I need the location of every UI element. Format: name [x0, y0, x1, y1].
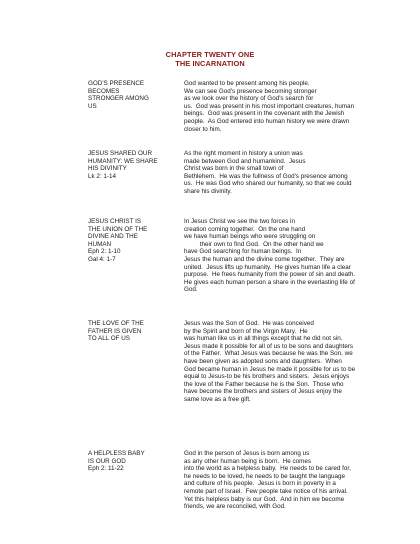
body-line: God.: [184, 286, 198, 294]
section-body: [184, 450, 420, 511]
body-line: into the world as a helpless baby. He needs to be cared for,: [184, 465, 351, 473]
body-line: have become the brothers and sisters of Jesus enjoy the: [184, 388, 342, 396]
heading-line: TO ALL OF US: [88, 335, 130, 343]
body-line: Jesus made it possible for all of us to be sons and daughters: [184, 342, 354, 350]
body-line: beings. God was present in the covenant with the Jewish: [184, 110, 345, 118]
section-heading: [88, 80, 180, 110]
body-line: have been given as adopted sons and daughters. When: [184, 357, 342, 365]
body-line: made between God and humankind. Jesus: [184, 157, 306, 165]
body-line: as any other human being is born. He comes: [184, 457, 312, 465]
body-line: people. As God entered into human history we were drawn: [184, 117, 350, 125]
section-heading: [88, 218, 180, 264]
body-line: God in the person of Jesus is born among us: [184, 450, 310, 457]
body-line: He gives each human person a share in the everlasting life of: [184, 278, 355, 286]
heading-line: FATHER IS GIVEN: [88, 327, 142, 335]
body-line: equal to Jesus-to be his brothers and sisters. Jesus enjoys: [184, 373, 350, 381]
scripture-reference: Lk 2: 1-14: [88, 172, 117, 180]
body-line: purpose. He frees humanity from the power of sin and death.: [184, 271, 356, 279]
section-body: [184, 80, 420, 133]
heading-line: IS OUR GOD: [88, 457, 126, 465]
body-line: Jesus was the Son of God. He was conceived: [184, 320, 314, 327]
heading-line: A HELPLESS BABY: [88, 450, 145, 457]
body-line: we have human beings who were struggling on: [184, 233, 316, 241]
body-line: us. God was present in his most important creatures, human: [184, 102, 355, 110]
section-heading: [88, 450, 180, 473]
heading-line: THE UNION OF THE: [88, 225, 148, 233]
body-line: united. Jesus lifts up humanity. He gives human life a clear: [184, 263, 351, 271]
heading-line: THE LOVE OF THE: [88, 320, 144, 327]
body-line: Yet this helpless baby is our God. And in him we become: [184, 495, 345, 503]
heading-line: US: [88, 102, 97, 110]
body-line: have God searching for human beings. In: [184, 248, 302, 256]
chapter-number: CHAPTER TWENTY ONE: [165, 50, 255, 59]
body-line: remote part of Israel. Few people take notice of his arrival.: [184, 487, 348, 495]
body-line: God wanted to be present among his people.: [184, 80, 310, 87]
body-line: Bethlehem. He was the fullness of God's presence among: [184, 172, 348, 180]
body-line: closer to him.: [184, 125, 222, 133]
body-line: and culture of his people. Jesus is born in poverty in a: [184, 480, 336, 488]
section-heading: [88, 150, 180, 180]
heading-line: DIVINE AND THE: [88, 233, 138, 241]
heading-line: JESUS CHRIST IS: [88, 218, 142, 225]
body-line: was human like us in all things except that he did not sin.: [184, 335, 343, 343]
heading-line: HIS DIVINITY: [88, 165, 127, 173]
section-body: [184, 320, 420, 404]
heading-line: HUMAN: [88, 240, 112, 248]
scripture-reference: Gal 4: 1-7: [88, 255, 116, 263]
body-line: Christ was born in the small town of: [184, 165, 284, 173]
body-line: God became human in Jesus he made it possible for us to be: [184, 365, 356, 373]
chapter-title: THE INCARNATION: [175, 59, 245, 68]
heading-line: BECOMES: [88, 87, 120, 95]
body-line: same love as a free gift.: [184, 395, 251, 403]
scripture-reference: Eph 2: 1-10: [88, 248, 121, 256]
scripture-reference: Eph 2: 11-22: [88, 465, 124, 473]
body-line: by the Spirit and born of the Virgin Mary. He: [184, 327, 308, 335]
body-line: of the Father. What Jesus was because he was the Son, we: [184, 350, 353, 358]
body-line: friends, we are reconciled, with God.: [184, 503, 286, 511]
body-line: creation coming together. On the one hand: [184, 225, 306, 233]
body-line: us. He was God who shared our humanity, so that we could: [184, 180, 352, 188]
body-line: the love of the Father because he is the Son. Those who: [184, 380, 344, 388]
heading-line: HUMANITY: WE SHARE: [88, 157, 158, 165]
body-line: As the right moment in history a union was: [184, 150, 303, 157]
body-line: Jesus the human and the divine come together. They are: [184, 255, 345, 263]
section-heading: [88, 320, 180, 343]
body-line: In Jesus Christ we see the two forces in: [184, 218, 295, 225]
body-line: share his divinity.: [184, 187, 232, 195]
body-line: their own to find God. On the other hand we: [184, 240, 324, 248]
body-line: he needs to be loved, he needs to be taught the language: [184, 472, 346, 480]
heading-line: STRONGER AMONG: [88, 95, 149, 103]
body-line: We can see God's presence becoming stronger: [184, 87, 317, 95]
heading-line: JESUS SHARED OUR: [88, 150, 153, 157]
section-body: [184, 218, 420, 294]
body-line: as we look over the history of God's search for: [184, 95, 314, 103]
section-body: [184, 150, 420, 196]
heading-line: GOD'S PRESENCE: [88, 80, 145, 87]
